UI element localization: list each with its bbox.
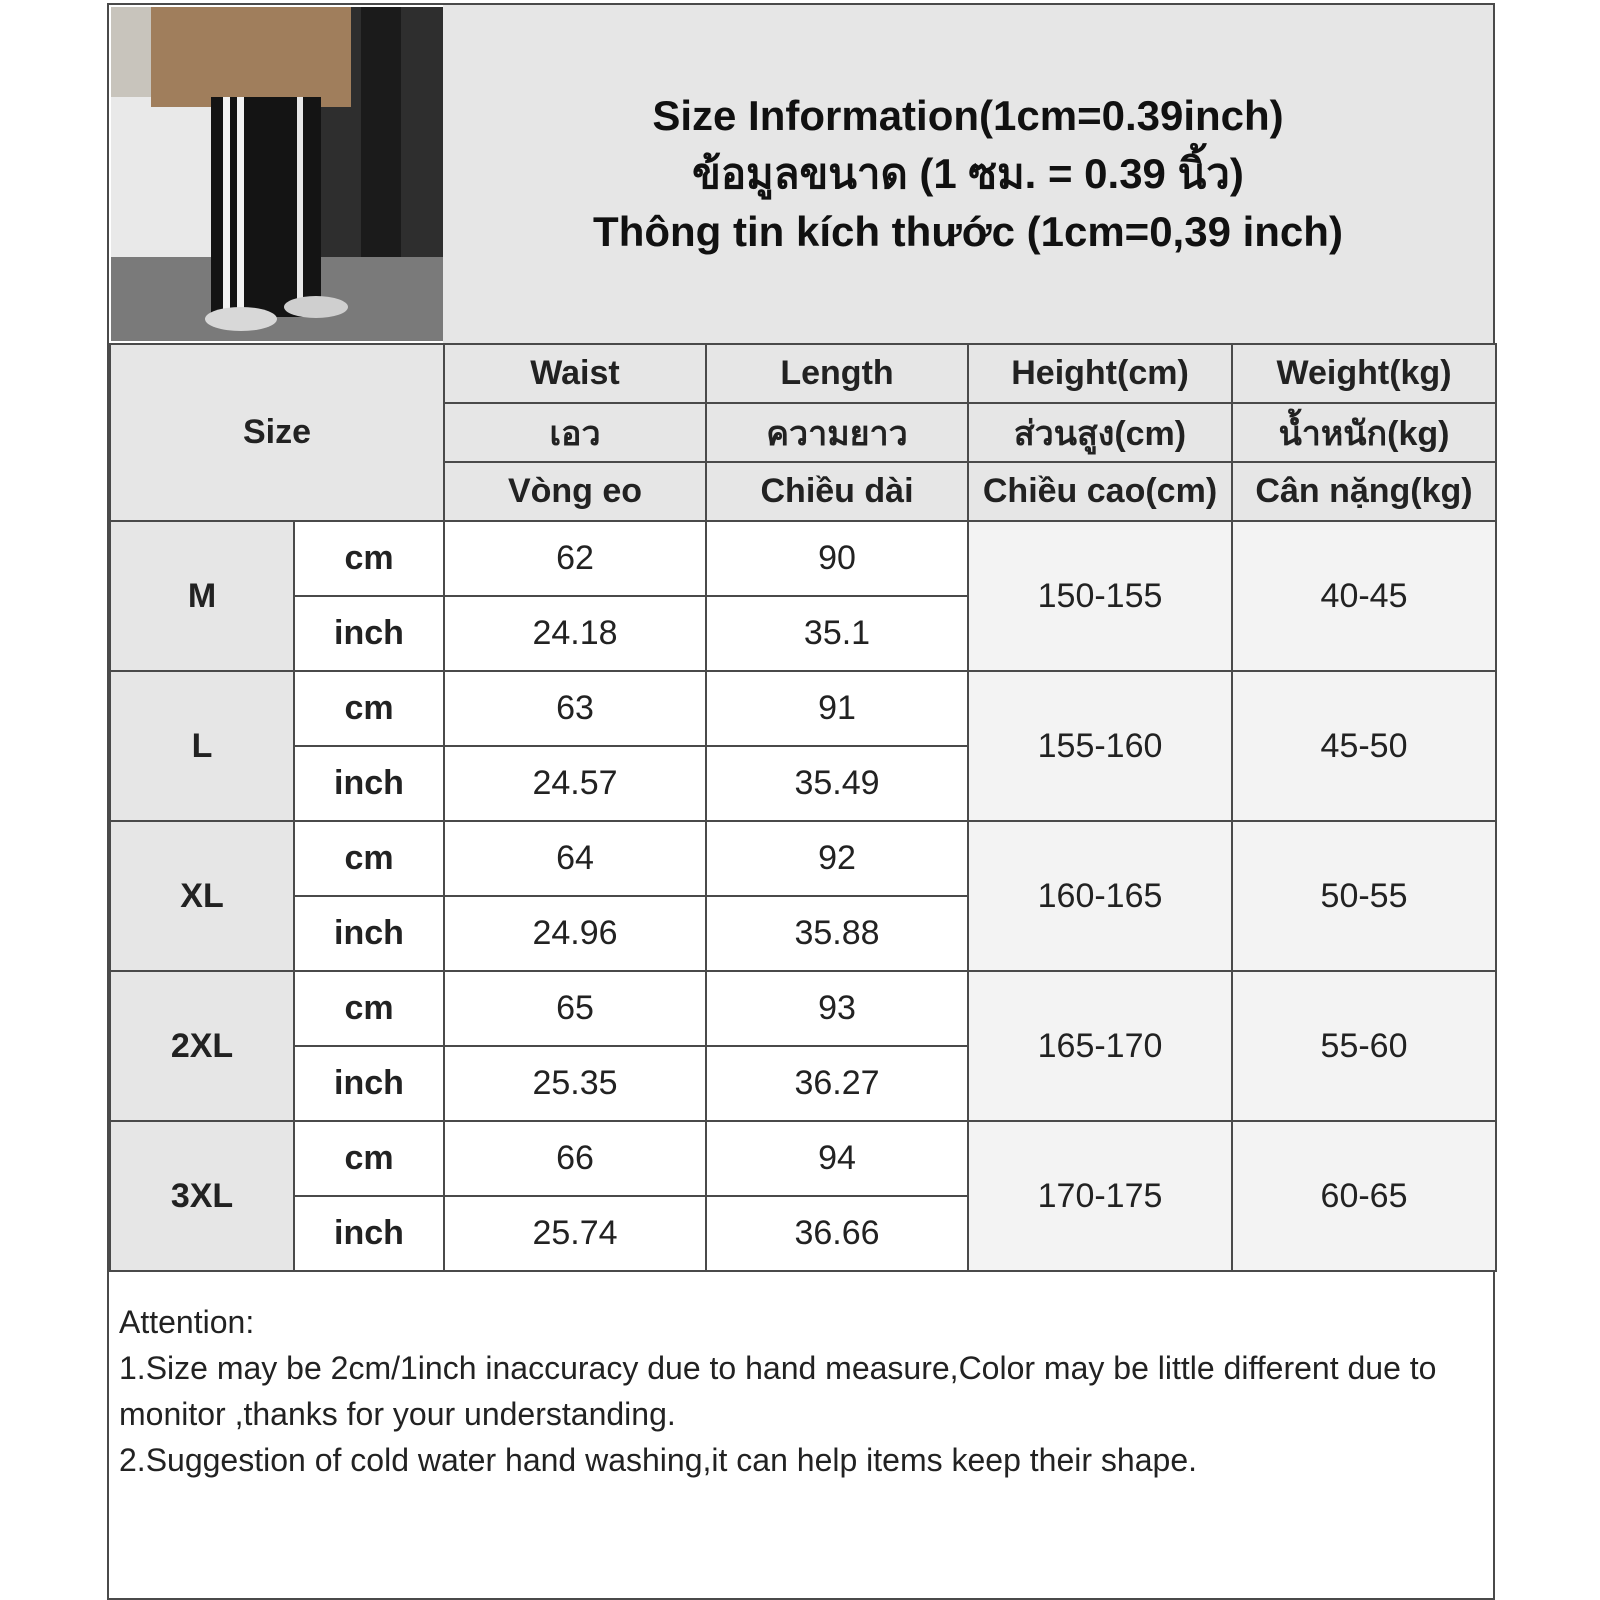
unit-cm: cm bbox=[294, 821, 444, 896]
waist-inch: 24.57 bbox=[444, 746, 706, 821]
note-2: 2.Suggestion of cold water hand washing,it can help items keep their shape. bbox=[119, 1442, 1197, 1478]
length-cm: 90 bbox=[706, 521, 968, 596]
header-waist-th: เอว bbox=[444, 403, 706, 462]
table-row bbox=[110, 671, 1496, 746]
length-inch: 35.1 bbox=[706, 596, 968, 671]
header-weight-th: น้ำหนัก(kg) bbox=[1232, 403, 1496, 462]
length-cm: 93 bbox=[706, 971, 968, 1046]
header-length-vi: Chiều dài bbox=[706, 462, 968, 521]
length-inch: 35.49 bbox=[706, 746, 968, 821]
header-waist-vi: Vòng eo bbox=[444, 462, 706, 521]
title-vietnamese: Thông tin kích thước (1cm=0,39 inch) bbox=[593, 208, 1343, 255]
notes-heading: Attention: bbox=[119, 1304, 255, 1340]
table-row bbox=[110, 821, 1496, 896]
header-weight-en: Weight(kg) bbox=[1232, 344, 1496, 403]
length-cm: 94 bbox=[706, 1121, 968, 1196]
unit-inch: inch bbox=[294, 596, 444, 671]
waist-inch: 24.96 bbox=[444, 896, 706, 971]
size-table bbox=[109, 343, 1497, 1272]
product-photo-image bbox=[111, 7, 443, 341]
title-area bbox=[443, 5, 1493, 345]
length-cm: 91 bbox=[706, 671, 968, 746]
waist-cm: 66 bbox=[444, 1121, 706, 1196]
unit-cm: cm bbox=[294, 1121, 444, 1196]
size-label-l: L bbox=[110, 671, 294, 821]
table-row bbox=[110, 1121, 1496, 1196]
unit-inch: inch bbox=[294, 746, 444, 821]
waist-inch: 25.74 bbox=[444, 1196, 706, 1271]
height-range: 165-170 bbox=[968, 971, 1232, 1121]
waist-cm: 63 bbox=[444, 671, 706, 746]
header-height-vi: Chiều cao(cm) bbox=[968, 462, 1232, 521]
length-inch: 36.66 bbox=[706, 1196, 968, 1271]
size-label-xl: XL bbox=[110, 821, 294, 971]
weight-range: 60-65 bbox=[1232, 1121, 1496, 1271]
size-label-3xl: 3XL bbox=[110, 1121, 294, 1271]
header-length-th: ความยาว bbox=[706, 403, 968, 462]
weight-range: 50-55 bbox=[1232, 821, 1496, 971]
length-cm: 92 bbox=[706, 821, 968, 896]
product-photo bbox=[111, 7, 445, 341]
waist-cm: 64 bbox=[444, 821, 706, 896]
height-range: 150-155 bbox=[968, 521, 1232, 671]
table-row bbox=[110, 971, 1496, 1046]
unit-cm: cm bbox=[294, 971, 444, 1046]
unit-inch: inch bbox=[294, 1196, 444, 1271]
unit-cm: cm bbox=[294, 521, 444, 596]
header-height-th: ส่วนสูง(cm) bbox=[968, 403, 1232, 462]
unit-inch: inch bbox=[294, 896, 444, 971]
waist-cm: 62 bbox=[444, 521, 706, 596]
height-range: 155-160 bbox=[968, 671, 1232, 821]
unit-cm: cm bbox=[294, 671, 444, 746]
waist-inch: 24.18 bbox=[444, 596, 706, 671]
header-waist-en: Waist bbox=[444, 344, 706, 403]
length-inch: 35.88 bbox=[706, 896, 968, 971]
size-header: Size bbox=[110, 344, 444, 521]
size-label-m: M bbox=[110, 521, 294, 671]
header-length-en: Length bbox=[706, 344, 968, 403]
size-chart bbox=[107, 3, 1495, 1600]
unit-inch: inch bbox=[294, 1046, 444, 1121]
weight-range: 45-50 bbox=[1232, 671, 1496, 821]
length-inch: 36.27 bbox=[706, 1046, 968, 1121]
note-1: 1.Size may be 2cm/1inch inaccuracy due to hand measure,Color may be little different due to monitor ,thanks for your understanding. bbox=[119, 1350, 1437, 1432]
height-range: 170-175 bbox=[968, 1121, 1232, 1271]
attention-notes bbox=[109, 1293, 1493, 1489]
weight-range: 55-60 bbox=[1232, 971, 1496, 1121]
height-range: 160-165 bbox=[968, 821, 1232, 971]
title-thai: ข้อมูลขนาด (1 ซม. = 0.39 นิ้ว) bbox=[692, 150, 1244, 197]
waist-inch: 25.35 bbox=[444, 1046, 706, 1121]
title-english: Size Information(1cm=0.39inch) bbox=[652, 92, 1284, 139]
header-height-en: Height(cm) bbox=[968, 344, 1232, 403]
table-row bbox=[110, 521, 1496, 596]
size-label-2xl: 2XL bbox=[110, 971, 294, 1121]
header-weight-vi: Cân nặng(kg) bbox=[1232, 462, 1496, 521]
weight-range: 40-45 bbox=[1232, 521, 1496, 671]
waist-cm: 65 bbox=[444, 971, 706, 1046]
